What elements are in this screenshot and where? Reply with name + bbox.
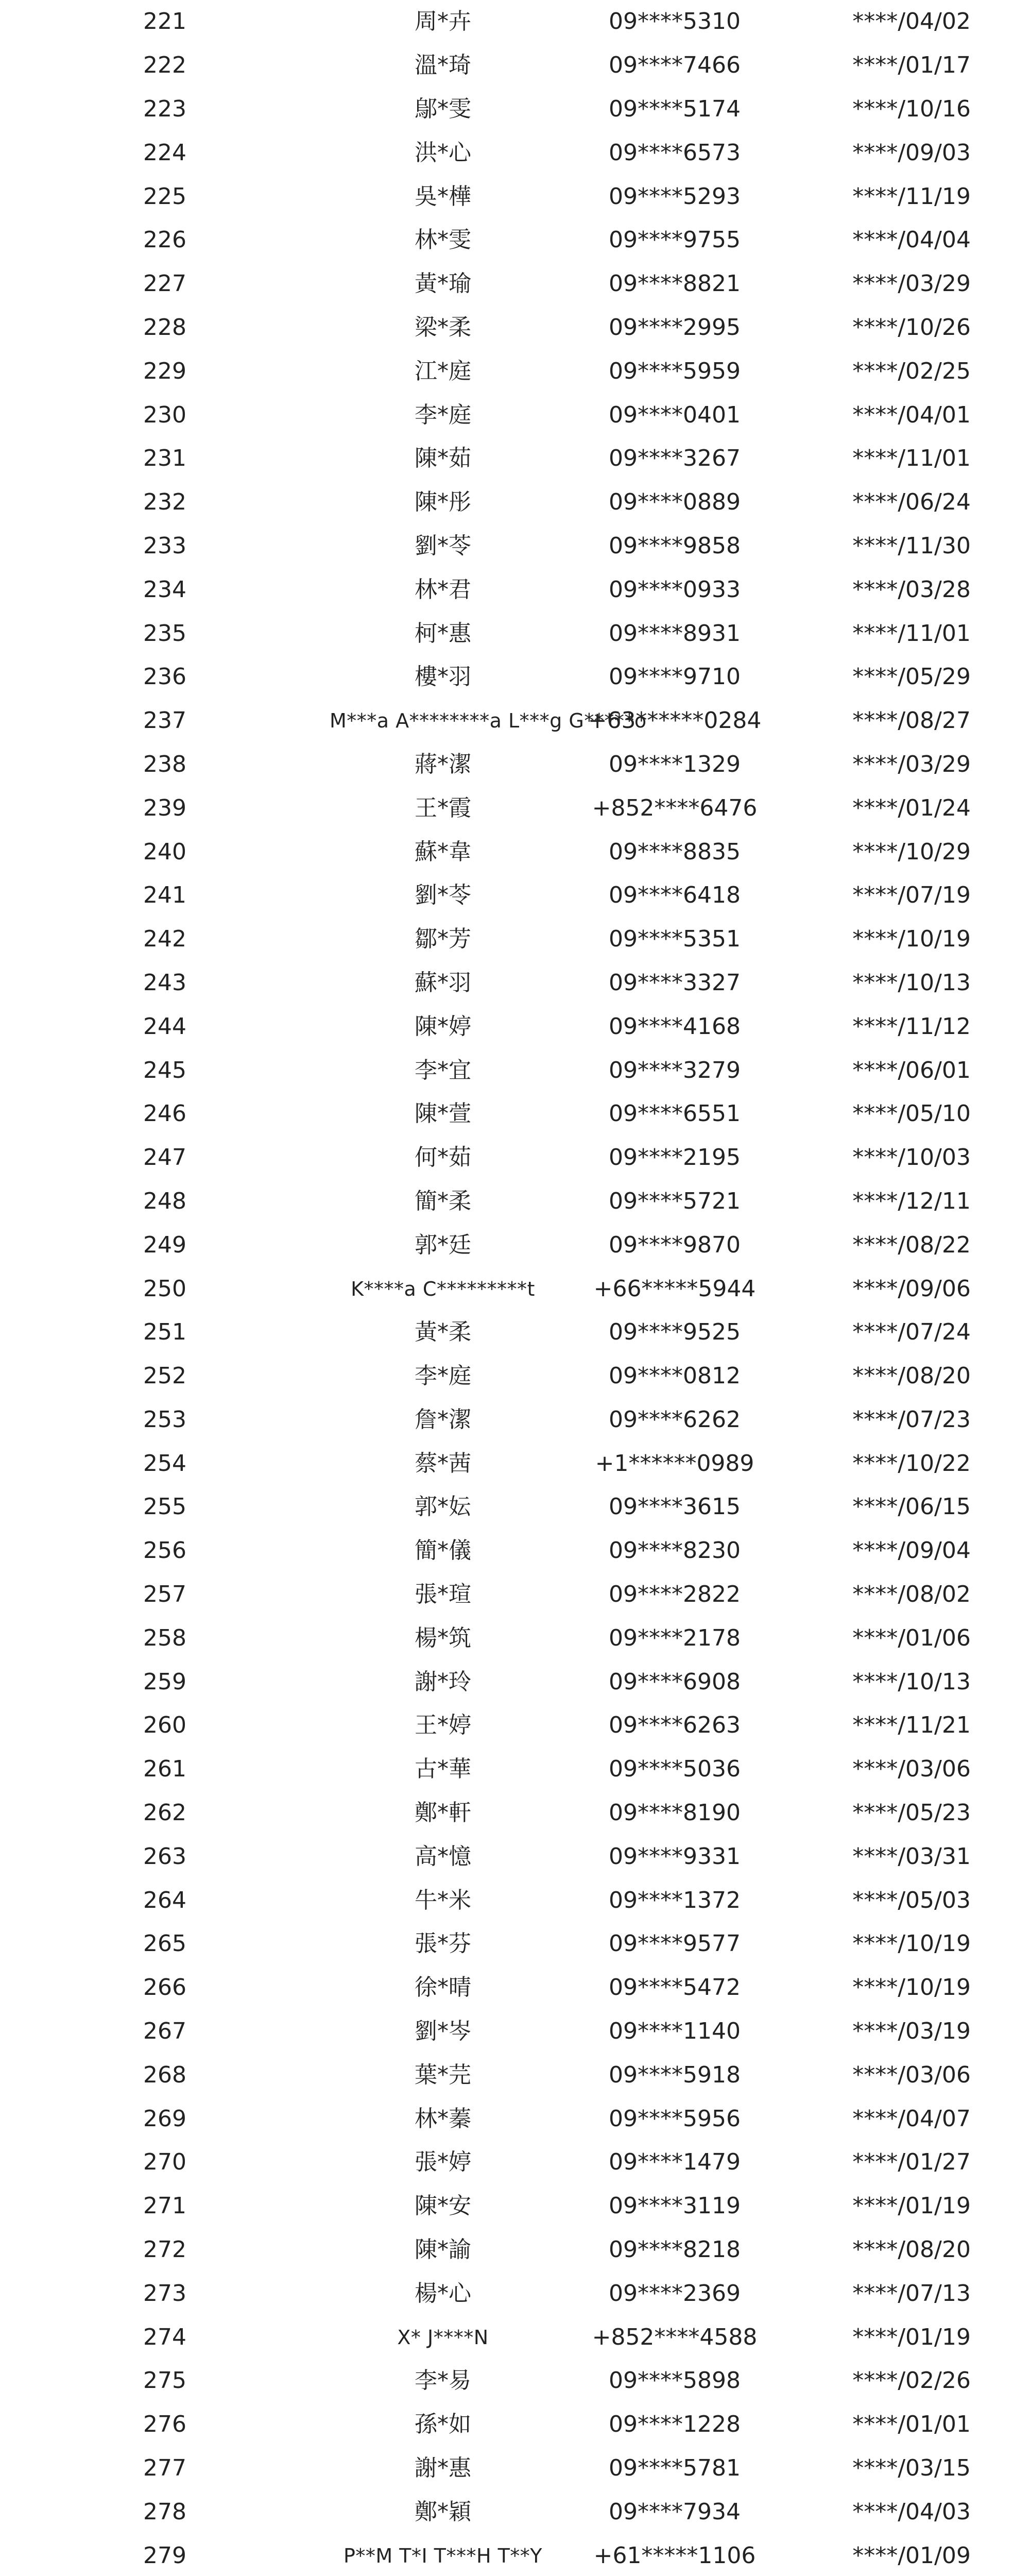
masked-name: 高*憶 bbox=[415, 1843, 471, 1870]
masked-name: 黃*瑜 bbox=[415, 270, 471, 297]
masked-date: ****/01/27 bbox=[852, 2149, 971, 2176]
masked-phone: 09****2822 bbox=[609, 1581, 741, 1608]
masked-phone: 09****9858 bbox=[609, 532, 741, 559]
masked-name: 郭*廷 bbox=[415, 1231, 471, 1258]
table-row bbox=[0, 2053, 1030, 2097]
masked-name: X* J****N bbox=[397, 2326, 489, 2349]
masked-phone: 09****3267 bbox=[609, 445, 741, 472]
row-number: 256 bbox=[143, 1537, 186, 1564]
masked-phone: 09****3327 bbox=[609, 969, 741, 996]
masked-date: ****/10/19 bbox=[852, 926, 971, 953]
table-row bbox=[0, 1223, 1030, 1267]
masked-name: 李*易 bbox=[415, 2367, 471, 2394]
masked-date: ****/12/11 bbox=[852, 1188, 971, 1214]
masked-name: 何*茹 bbox=[415, 1144, 471, 1171]
masked-name: 鄔*雯 bbox=[415, 95, 471, 122]
table-row bbox=[0, 349, 1030, 393]
masked-phone: 09****7934 bbox=[609, 2498, 741, 2525]
masked-phone: +852****4588 bbox=[592, 2324, 758, 2350]
table-row bbox=[0, 1136, 1030, 1180]
table-row bbox=[0, 1748, 1030, 1791]
row-number: 267 bbox=[143, 2018, 186, 2045]
masked-phone: +66*****5944 bbox=[593, 1275, 756, 1302]
masked-name: 詹*潔 bbox=[415, 1406, 471, 1433]
masked-name: K****a C*********t bbox=[351, 1277, 535, 1300]
row-number: 226 bbox=[143, 227, 186, 253]
masked-phone: 09****0889 bbox=[609, 489, 741, 516]
table-row bbox=[0, 1922, 1030, 1966]
masked-phone: 09****5472 bbox=[609, 1974, 741, 2001]
row-number: 269 bbox=[143, 2105, 186, 2132]
masked-name: 陳*彤 bbox=[415, 489, 471, 516]
row-number: 230 bbox=[143, 401, 186, 428]
masked-name: 吳*樺 bbox=[415, 183, 471, 210]
masked-phone: +852****6476 bbox=[592, 794, 758, 821]
table-row bbox=[0, 1485, 1030, 1529]
row-number: 279 bbox=[143, 2542, 186, 2569]
masked-phone: 09****5036 bbox=[609, 1756, 741, 1783]
table-row bbox=[0, 2315, 1030, 2359]
masked-phone: 09****0812 bbox=[609, 1363, 741, 1389]
masked-phone: 09****5351 bbox=[609, 926, 741, 953]
masked-name: 張*婷 bbox=[415, 2149, 471, 2176]
masked-phone: 09****6263 bbox=[609, 1712, 741, 1739]
row-number: 249 bbox=[143, 1231, 186, 1258]
masked-name: 李*庭 bbox=[415, 1363, 471, 1389]
table-row bbox=[0, 2184, 1030, 2228]
masked-phone: 09****1479 bbox=[609, 2149, 741, 2176]
masked-date: ****/04/02 bbox=[852, 8, 971, 35]
masked-name: 劉*苓 bbox=[415, 532, 471, 559]
masked-name: 謝*玲 bbox=[415, 1668, 471, 1695]
row-number: 268 bbox=[143, 2061, 186, 2088]
masked-name: 李*宜 bbox=[415, 1057, 471, 1083]
masked-phone: 09****1329 bbox=[609, 751, 741, 777]
masked-phone: 09****9525 bbox=[609, 1319, 741, 1346]
masked-date: ****/10/22 bbox=[852, 1450, 971, 1477]
row-number: 264 bbox=[143, 1887, 186, 1913]
masked-phone: 09****2995 bbox=[609, 314, 741, 341]
masked-date: ****/06/15 bbox=[852, 1494, 971, 1520]
masked-date: ****/02/25 bbox=[852, 358, 971, 384]
masked-date: ****/04/03 bbox=[852, 2498, 971, 2525]
masked-date: ****/09/03 bbox=[852, 139, 971, 166]
masked-phone: +61*****1106 bbox=[593, 2542, 756, 2569]
table-row bbox=[0, 1267, 1030, 1311]
masked-name: 柯*惠 bbox=[415, 620, 471, 647]
masked-name: 鄒*芳 bbox=[415, 926, 471, 953]
masked-phone: 09****6908 bbox=[609, 1668, 741, 1695]
table-row bbox=[0, 131, 1030, 175]
masked-name: P**M T*I T***H T**Y bbox=[343, 2544, 543, 2567]
row-number: 258 bbox=[143, 1624, 186, 1651]
masked-date: ****/07/13 bbox=[852, 2280, 971, 2307]
masked-phone: +1******0989 bbox=[595, 1450, 754, 1477]
masked-date: ****/04/04 bbox=[852, 227, 971, 253]
row-number: 247 bbox=[143, 1144, 186, 1171]
row-number: 235 bbox=[143, 620, 186, 647]
masked-name: 孫*如 bbox=[415, 2411, 471, 2438]
masked-name: 林*雯 bbox=[415, 227, 471, 253]
masked-date: ****/11/19 bbox=[852, 183, 971, 210]
table-row bbox=[0, 918, 1030, 961]
row-number: 246 bbox=[143, 1100, 186, 1127]
masked-phone: 09****5898 bbox=[609, 2367, 741, 2394]
masked-name: 陳*萱 bbox=[415, 1100, 471, 1127]
masked-phone: 09****6573 bbox=[609, 139, 741, 166]
masked-date: ****/03/06 bbox=[852, 1756, 971, 1783]
masked-phone: 09****8190 bbox=[609, 1800, 741, 1826]
masked-phone: 09****5293 bbox=[609, 183, 741, 210]
masked-phone: 09****9331 bbox=[609, 1843, 741, 1870]
table-row bbox=[0, 437, 1030, 481]
table-row bbox=[0, 44, 1030, 88]
masked-name: 洪*心 bbox=[415, 139, 471, 166]
masked-name: 劉*岑 bbox=[415, 2018, 471, 2045]
masked-date: ****/10/13 bbox=[852, 969, 971, 996]
row-number: 221 bbox=[143, 8, 186, 35]
masked-date: ****/07/24 bbox=[852, 1319, 971, 1346]
masked-date: ****/01/17 bbox=[852, 52, 971, 79]
masked-date: ****/08/22 bbox=[852, 1231, 971, 1258]
masked-phone: 09****7466 bbox=[609, 52, 741, 79]
row-number: 250 bbox=[143, 1275, 186, 1302]
row-number: 222 bbox=[143, 52, 186, 79]
masked-name: 陳*安 bbox=[415, 2193, 471, 2219]
row-number: 259 bbox=[143, 1668, 186, 1695]
table-row bbox=[0, 0, 1030, 44]
masked-name: 牛*米 bbox=[415, 1887, 471, 1913]
masked-date: ****/11/01 bbox=[852, 620, 971, 647]
masked-name: 梁*柔 bbox=[415, 314, 471, 341]
row-number: 262 bbox=[143, 1800, 186, 1826]
masked-phone: +63******0284 bbox=[588, 707, 762, 734]
masked-phone: 09****5721 bbox=[609, 1188, 741, 1214]
row-number: 263 bbox=[143, 1843, 186, 1870]
table-row bbox=[0, 568, 1030, 612]
masked-date: ****/03/31 bbox=[852, 1843, 971, 1870]
masked-date: ****/08/20 bbox=[852, 2236, 971, 2263]
row-number: 248 bbox=[143, 1188, 186, 1214]
masked-date: ****/01/24 bbox=[852, 794, 971, 821]
masked-date: ****/03/15 bbox=[852, 2455, 971, 2482]
masked-date: ****/03/29 bbox=[852, 270, 971, 297]
masked-phone: 09****9577 bbox=[609, 1930, 741, 1957]
masked-date: ****/10/19 bbox=[852, 1930, 971, 1957]
masked-date: ****/05/23 bbox=[852, 1800, 971, 1826]
masked-name: 郭*妘 bbox=[415, 1494, 471, 1520]
row-number: 243 bbox=[143, 969, 186, 996]
table-row bbox=[0, 2097, 1030, 2141]
masked-name: 江*庭 bbox=[415, 358, 471, 384]
row-number: 252 bbox=[143, 1363, 186, 1389]
masked-date: ****/04/07 bbox=[852, 2105, 971, 2132]
row-number: 236 bbox=[143, 664, 186, 690]
masked-date: ****/03/06 bbox=[852, 2061, 971, 2088]
masked-date: ****/10/26 bbox=[852, 314, 971, 341]
masked-phone: 09****1140 bbox=[609, 2018, 741, 2045]
masked-name: 張*芬 bbox=[415, 1930, 471, 1957]
masked-name: 葉*芫 bbox=[415, 2061, 471, 2088]
masked-name: 林*君 bbox=[415, 576, 471, 603]
masked-name: 周*卉 bbox=[415, 8, 471, 35]
row-number: 229 bbox=[143, 358, 186, 384]
masked-name: 蘇*羽 bbox=[415, 969, 471, 996]
masked-phone: 09****0401 bbox=[609, 401, 741, 428]
masked-phone: 09****5310 bbox=[609, 8, 741, 35]
row-number: 270 bbox=[143, 2149, 186, 2176]
row-number: 253 bbox=[143, 1406, 186, 1433]
table-row bbox=[0, 699, 1030, 743]
masked-date: ****/10/29 bbox=[852, 838, 971, 865]
table-row bbox=[0, 1354, 1030, 1398]
masked-name: 王*霞 bbox=[415, 794, 471, 821]
masked-phone: 09****1228 bbox=[609, 2411, 741, 2438]
table-row bbox=[0, 306, 1030, 350]
row-number: 242 bbox=[143, 926, 186, 953]
masked-phone: 09****6262 bbox=[609, 1406, 741, 1433]
row-number: 251 bbox=[143, 1319, 186, 1346]
masked-date: ****/02/26 bbox=[852, 2367, 971, 2394]
table-row bbox=[0, 2359, 1030, 2403]
masked-date: ****/05/10 bbox=[852, 1100, 971, 1127]
masked-name: 蔣*潔 bbox=[415, 751, 471, 777]
table-row bbox=[0, 175, 1030, 218]
masked-date: ****/06/24 bbox=[852, 489, 971, 516]
masked-date: ****/01/06 bbox=[852, 1624, 971, 1651]
masked-date: ****/09/04 bbox=[852, 1537, 971, 1564]
table-row bbox=[0, 2490, 1030, 2534]
masked-date: ****/03/29 bbox=[852, 751, 971, 777]
masked-name: 劉*苓 bbox=[415, 882, 471, 909]
masked-date: ****/05/29 bbox=[852, 664, 971, 690]
masked-date: ****/08/27 bbox=[852, 707, 971, 734]
masked-date: ****/11/30 bbox=[852, 532, 971, 559]
masked-phone: 09****6418 bbox=[609, 882, 741, 909]
masked-phone: 09****3279 bbox=[609, 1057, 741, 1083]
masked-phone: 09****1372 bbox=[609, 1887, 741, 1913]
masked-date: ****/07/19 bbox=[852, 882, 971, 909]
table-row bbox=[0, 874, 1030, 918]
masked-date: ****/03/28 bbox=[852, 576, 971, 603]
masked-phone: 09****5781 bbox=[609, 2455, 741, 2482]
table-row bbox=[0, 2010, 1030, 2054]
masked-date: ****/07/23 bbox=[852, 1406, 971, 1433]
masked-phone: 09****9710 bbox=[609, 664, 741, 690]
row-number: 240 bbox=[143, 838, 186, 865]
row-number: 277 bbox=[143, 2455, 186, 2482]
row-number: 254 bbox=[143, 1450, 186, 1477]
masked-name: 簡*柔 bbox=[415, 1188, 471, 1214]
masked-date: ****/08/02 bbox=[852, 1581, 971, 1608]
masked-date: ****/11/01 bbox=[852, 445, 971, 472]
masked-phone: 09****8931 bbox=[609, 620, 741, 647]
row-number: 233 bbox=[143, 532, 186, 559]
table-row bbox=[0, 1442, 1030, 1485]
masked-phone: 09****9755 bbox=[609, 227, 741, 253]
row-number: 227 bbox=[143, 270, 186, 297]
masked-name: 陳*婷 bbox=[415, 1013, 471, 1040]
table-row bbox=[0, 1529, 1030, 1573]
table-row bbox=[0, 481, 1030, 524]
table-row bbox=[0, 1573, 1030, 1617]
table-row bbox=[0, 1966, 1030, 2010]
masked-date: ****/01/19 bbox=[852, 2324, 971, 2350]
table-row bbox=[0, 2447, 1030, 2490]
row-number: 257 bbox=[143, 1581, 186, 1608]
table-row bbox=[0, 524, 1030, 568]
table-row bbox=[0, 393, 1030, 437]
row-number: 261 bbox=[143, 1756, 186, 1783]
masked-name: 陳*茹 bbox=[415, 445, 471, 472]
masked-phone: 09****6551 bbox=[609, 1100, 741, 1127]
masked-phone: 09****8835 bbox=[609, 838, 741, 865]
table-row bbox=[0, 830, 1030, 874]
row-number: 274 bbox=[143, 2324, 186, 2350]
row-number: 237 bbox=[143, 707, 186, 734]
table-row bbox=[0, 1180, 1030, 1224]
table-row bbox=[0, 1835, 1030, 1878]
masked-name: 楊*筑 bbox=[415, 1624, 471, 1651]
masked-date: ****/01/09 bbox=[852, 2542, 971, 2569]
masked-phone: 09****0933 bbox=[609, 576, 741, 603]
masked-phone: 09****8218 bbox=[609, 2236, 741, 2263]
row-number: 271 bbox=[143, 2193, 186, 2219]
masked-phone: 09****2369 bbox=[609, 2280, 741, 2307]
masked-name: 陳*諭 bbox=[415, 2236, 471, 2263]
table-row bbox=[0, 2403, 1030, 2447]
masked-date: ****/10/16 bbox=[852, 95, 971, 122]
table-row bbox=[0, 1704, 1030, 1748]
table-row bbox=[0, 961, 1030, 1005]
masked-name: 楊*心 bbox=[415, 2280, 471, 2307]
masked-date: ****/10/19 bbox=[852, 1974, 971, 2001]
masked-phone: 09****5174 bbox=[609, 95, 741, 122]
table-row bbox=[0, 1005, 1030, 1048]
table-row bbox=[0, 2534, 1030, 2576]
row-number: 266 bbox=[143, 1974, 186, 2001]
table-row bbox=[0, 1616, 1030, 1660]
row-number: 234 bbox=[143, 576, 186, 603]
table-row bbox=[0, 1048, 1030, 1092]
masked-phone: 09****3615 bbox=[609, 1494, 741, 1520]
masked-phone: 09****4168 bbox=[609, 1013, 741, 1040]
masked-date: ****/05/03 bbox=[852, 1887, 971, 1913]
row-number: 224 bbox=[143, 139, 186, 166]
masked-name: 鄭*軒 bbox=[415, 1800, 471, 1826]
masked-name: 簡*儀 bbox=[415, 1537, 471, 1564]
masked-phone: 09****8821 bbox=[609, 270, 741, 297]
masked-phone: 09****5959 bbox=[609, 358, 741, 384]
table-row bbox=[0, 1092, 1030, 1136]
table-row bbox=[0, 1398, 1030, 1442]
masked-phone: 09****3119 bbox=[609, 2193, 741, 2219]
table-row bbox=[0, 612, 1030, 655]
row-number: 225 bbox=[143, 183, 186, 210]
row-number: 238 bbox=[143, 751, 186, 777]
masked-phone: 09****9870 bbox=[609, 1231, 741, 1258]
row-number: 265 bbox=[143, 1930, 186, 1957]
masked-date: ****/08/20 bbox=[852, 1363, 971, 1389]
row-number: 244 bbox=[143, 1013, 186, 1040]
row-number: 228 bbox=[143, 314, 186, 341]
masked-name: M***a A********a L***g G*****o bbox=[330, 709, 647, 733]
masked-name: 鄭*穎 bbox=[415, 2498, 471, 2525]
table-row bbox=[0, 88, 1030, 131]
table-row bbox=[0, 1791, 1030, 1835]
row-number: 241 bbox=[143, 882, 186, 909]
table-row bbox=[0, 1878, 1030, 1922]
masked-date: ****/06/01 bbox=[852, 1057, 971, 1083]
masked-date: ****/10/03 bbox=[852, 1144, 971, 1171]
masked-phone: 09****2178 bbox=[609, 1624, 741, 1651]
masked-name: 張*瑄 bbox=[415, 1581, 471, 1608]
masked-date: ****/04/01 bbox=[852, 401, 971, 428]
row-number: 245 bbox=[143, 1057, 186, 1083]
masked-phone: 09****5956 bbox=[609, 2105, 741, 2132]
masked-phone: 09****2195 bbox=[609, 1144, 741, 1171]
table-row bbox=[0, 1660, 1030, 1704]
table-row bbox=[0, 1311, 1030, 1354]
row-number: 272 bbox=[143, 2236, 186, 2263]
masked-name: 蘇*韋 bbox=[415, 838, 471, 865]
masked-phone: 09****5918 bbox=[609, 2061, 741, 2088]
table-row bbox=[0, 655, 1030, 699]
row-number: 232 bbox=[143, 489, 186, 516]
masked-name: 黃*柔 bbox=[415, 1319, 471, 1346]
row-number: 255 bbox=[143, 1494, 186, 1520]
table-row bbox=[0, 2272, 1030, 2315]
table-row bbox=[0, 2228, 1030, 2272]
masked-name: 徐*晴 bbox=[415, 1974, 471, 2001]
masked-date: ****/11/21 bbox=[852, 1712, 971, 1739]
masked-date: ****/01/19 bbox=[852, 2193, 971, 2219]
row-number: 276 bbox=[143, 2411, 186, 2438]
masked-date: ****/11/12 bbox=[852, 1013, 971, 1040]
row-number: 231 bbox=[143, 445, 186, 472]
masked-date: ****/01/01 bbox=[852, 2411, 971, 2438]
masked-name: 王*婷 bbox=[415, 1712, 471, 1739]
masked-date: ****/10/13 bbox=[852, 1668, 971, 1695]
row-number: 260 bbox=[143, 1712, 186, 1739]
table-row bbox=[0, 262, 1030, 306]
masked-name: 溫*琦 bbox=[415, 52, 471, 79]
row-number: 275 bbox=[143, 2367, 186, 2394]
table-row bbox=[0, 218, 1030, 262]
row-number: 223 bbox=[143, 95, 186, 122]
masked-name: 林*蓁 bbox=[415, 2105, 471, 2132]
masked-phone: 09****8230 bbox=[609, 1537, 741, 1564]
masked-name: 蔡*茜 bbox=[415, 1450, 471, 1477]
table-row bbox=[0, 743, 1030, 787]
row-number: 239 bbox=[143, 794, 186, 821]
masked-name: 謝*惠 bbox=[415, 2455, 471, 2482]
masked-name: 樓*羽 bbox=[415, 664, 471, 690]
table-row bbox=[0, 2141, 1030, 2184]
table-row bbox=[0, 786, 1030, 830]
row-number: 273 bbox=[143, 2280, 186, 2307]
masked-name: 古*華 bbox=[415, 1756, 471, 1783]
masked-date: ****/09/06 bbox=[852, 1275, 971, 1302]
masked-name: 李*庭 bbox=[415, 401, 471, 428]
masked-date: ****/03/19 bbox=[852, 2018, 971, 2045]
row-number: 278 bbox=[143, 2498, 186, 2525]
